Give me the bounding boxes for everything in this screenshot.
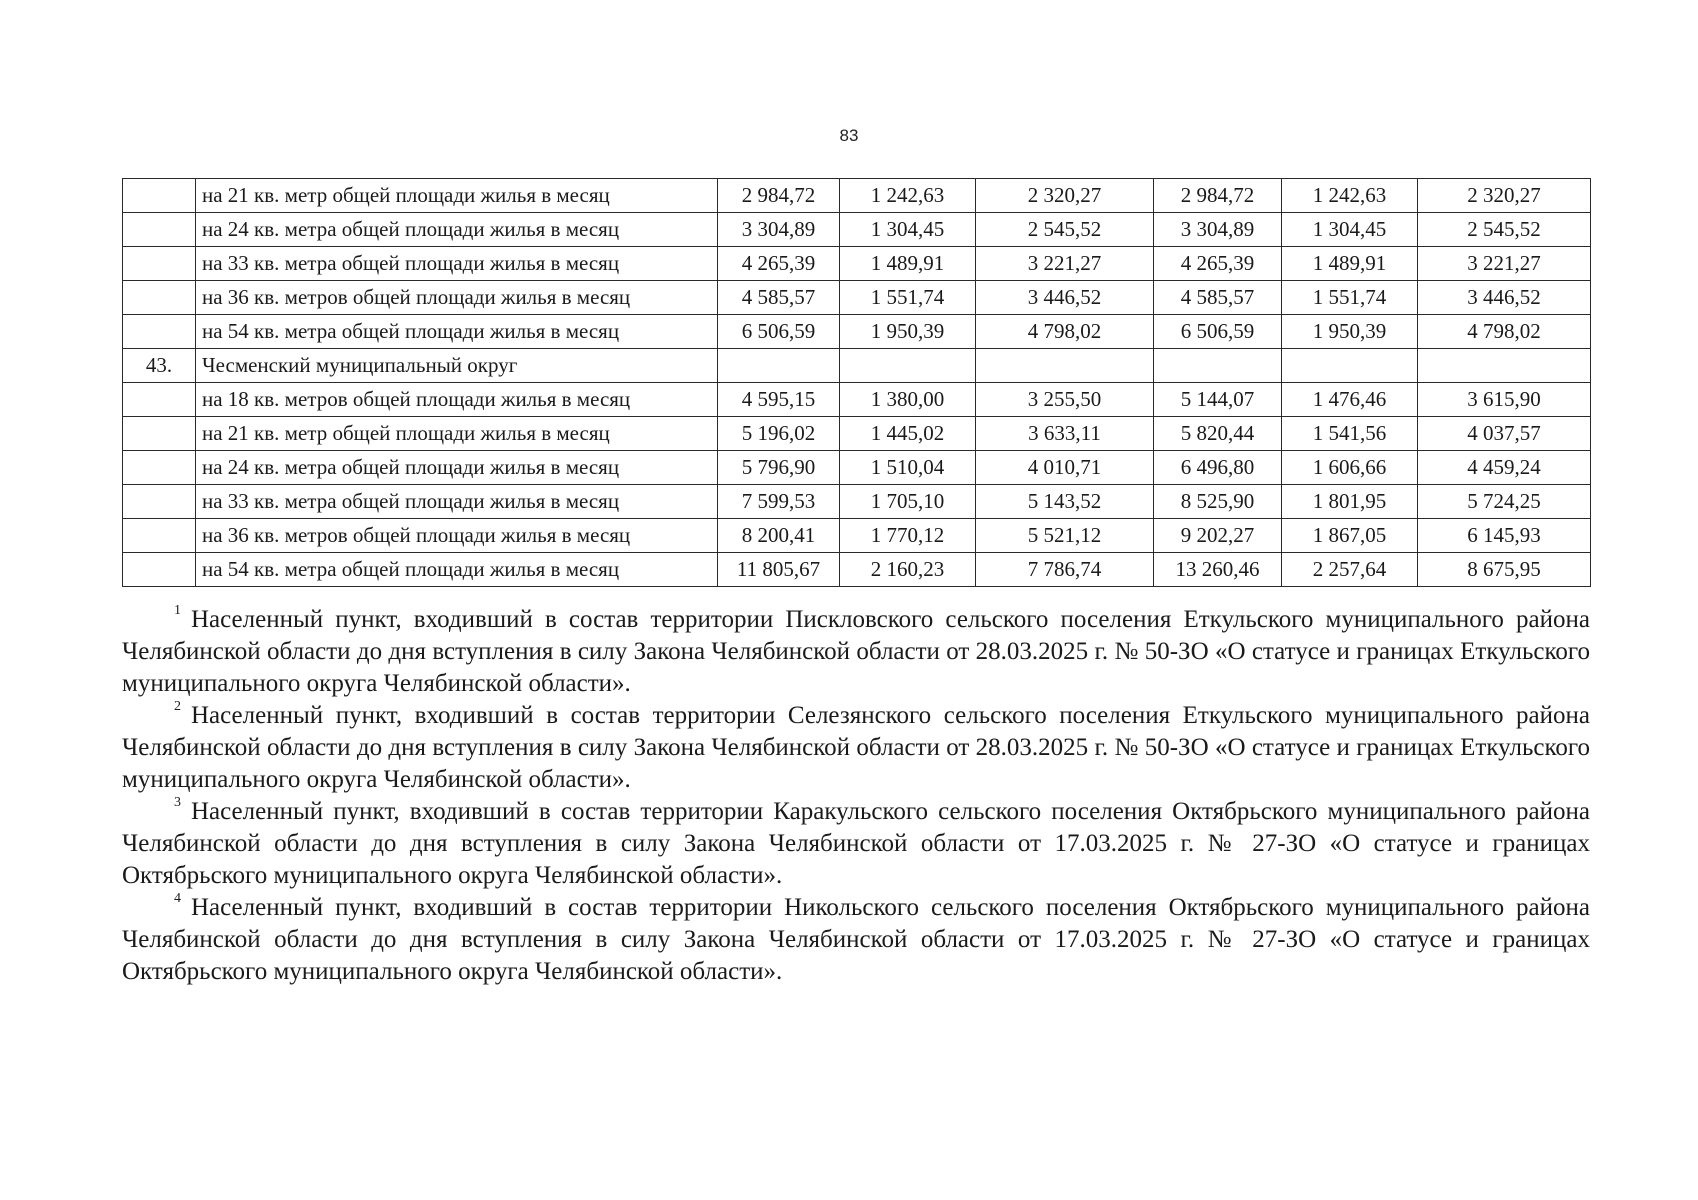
table-row <box>123 247 1591 281</box>
row-number <box>123 281 196 315</box>
row-number <box>123 247 196 281</box>
table-body <box>123 179 1591 587</box>
value-cell: 5 724,25 <box>1418 485 1591 519</box>
table-row <box>123 553 1591 587</box>
row-label: на 24 кв. метра общей площади жилья в месяц <box>196 451 718 485</box>
value-cell: 8 525,90 <box>1154 485 1282 519</box>
value-cell: 4 798,02 <box>1418 315 1591 349</box>
value-cell: 1 489,91 <box>840 247 976 281</box>
value-cell: 4 265,39 <box>1154 247 1282 281</box>
row-label: на 54 кв. метра общей площади жилья в месяц <box>196 553 718 587</box>
value-cell: 1 705,10 <box>840 485 976 519</box>
value-cell: 1 304,45 <box>1282 213 1418 247</box>
row-number <box>123 417 196 451</box>
value-cell: 3 446,52 <box>976 281 1154 315</box>
footnote-text: Населенный пункт, входивший в состав территории Пискловского сельского поселения Еткульского муниципального района Челябинской области до дня вступления в силу Закона Челябинской области от 28.03.2025 г. № 50-ЗО «О статусе и границах Еткульского муниципального округа Челябинской области». <box>122 606 1590 697</box>
table-row <box>123 179 1591 213</box>
value-cell: 3 304,89 <box>718 213 840 247</box>
value-cell: 3 615,90 <box>1418 383 1591 417</box>
table-row <box>123 519 1591 553</box>
value-cell: 5 196,02 <box>718 417 840 451</box>
row-number <box>123 179 196 213</box>
row-label: на 33 кв. метра общей площади жилья в месяц <box>196 485 718 519</box>
value-cell <box>840 349 976 383</box>
value-cell: 1 770,12 <box>840 519 976 553</box>
value-cell: 11 805,67 <box>718 553 840 587</box>
value-cell: 2 320,27 <box>976 179 1154 213</box>
value-cell: 2 257,64 <box>1282 553 1418 587</box>
row-number: 43. <box>123 349 196 383</box>
value-cell: 3 446,52 <box>1418 281 1591 315</box>
value-cell: 1 380,00 <box>840 383 976 417</box>
footnote <box>122 892 1590 988</box>
value-cell: 1 551,74 <box>840 281 976 315</box>
value-cell: 9 202,27 <box>1154 519 1282 553</box>
value-cell: 4 265,39 <box>718 247 840 281</box>
table-row <box>123 451 1591 485</box>
row-label: на 54 кв. метра общей площади жилья в месяц <box>196 315 718 349</box>
value-cell: 4 585,57 <box>718 281 840 315</box>
row-label: на 36 кв. метров общей площади жилья в месяц <box>196 281 718 315</box>
row-label: на 33 кв. метра общей площади жилья в месяц <box>196 247 718 281</box>
value-cell: 4 010,71 <box>976 451 1154 485</box>
value-cell: 1 476,46 <box>1282 383 1418 417</box>
footnote <box>122 604 1590 700</box>
row-number <box>123 553 196 587</box>
footnote-text: Населенный пункт, входивший в состав территории Селезянского сельского поселения Еткульского муниципального района Челябинской области до дня вступления в силу Закона Челябинской области от 28.03.2025 г. № 50-ЗО «О статусе и границах Еткульского муниципального округа Челябинской области». <box>122 702 1590 793</box>
value-cell: 1 445,02 <box>840 417 976 451</box>
value-cell: 1 489,91 <box>1282 247 1418 281</box>
row-label: на 21 кв. метр общей площади жилья в месяц <box>196 417 718 451</box>
row-number <box>123 213 196 247</box>
value-cell: 1 551,74 <box>1282 281 1418 315</box>
row-label: на 36 кв. метров общей площади жилья в месяц <box>196 519 718 553</box>
value-cell: 1 510,04 <box>840 451 976 485</box>
row-number <box>123 485 196 519</box>
value-cell: 2 545,52 <box>1418 213 1591 247</box>
value-cell: 1 867,05 <box>1282 519 1418 553</box>
value-cell: 3 221,27 <box>1418 247 1591 281</box>
value-cell: 5 144,07 <box>1154 383 1282 417</box>
value-cell: 1 950,39 <box>840 315 976 349</box>
table-row <box>123 315 1591 349</box>
value-cell: 2 545,52 <box>976 213 1154 247</box>
value-cell: 8 675,95 <box>1418 553 1591 587</box>
value-cell: 4 798,02 <box>976 315 1154 349</box>
table-row <box>123 417 1591 451</box>
page-number: 83 <box>839 126 859 145</box>
value-cell <box>976 349 1154 383</box>
row-number <box>123 383 196 417</box>
footnote-mark: 2 <box>174 698 181 714</box>
value-cell <box>1154 349 1282 383</box>
value-cell: 2 160,23 <box>840 553 976 587</box>
value-cell: 5 796,90 <box>718 451 840 485</box>
row-number <box>123 315 196 349</box>
row-number <box>123 519 196 553</box>
table-row <box>123 485 1591 519</box>
value-cell <box>718 349 840 383</box>
value-cell: 3 304,89 <box>1154 213 1282 247</box>
row-label: на 24 кв. метра общей площади жилья в месяц <box>196 213 718 247</box>
value-cell: 13 260,46 <box>1154 553 1282 587</box>
value-cell: 1 242,63 <box>1282 179 1418 213</box>
value-cell <box>1282 349 1418 383</box>
table-row <box>123 281 1591 315</box>
tariff-table <box>122 178 1591 587</box>
value-cell: 8 200,41 <box>718 519 840 553</box>
row-label: Чесменский муниципальный округ <box>196 349 718 383</box>
value-cell <box>1418 349 1591 383</box>
value-cell: 6 496,80 <box>1154 451 1282 485</box>
value-cell: 7 786,74 <box>976 553 1154 587</box>
value-cell: 1 242,63 <box>840 179 976 213</box>
value-cell: 7 599,53 <box>718 485 840 519</box>
value-cell: 1 950,39 <box>1282 315 1418 349</box>
value-cell: 5 820,44 <box>1154 417 1282 451</box>
table-row <box>123 213 1591 247</box>
footnote <box>122 796 1590 892</box>
value-cell: 3 221,27 <box>976 247 1154 281</box>
value-cell: 6 145,93 <box>1418 519 1591 553</box>
value-cell: 5 143,52 <box>976 485 1154 519</box>
footnote-text: Населенный пункт, входивший в состав территории Каракульского сельского поселения Октябрьского муниципального района Челябинской области до дня вступления в силу Закона Челябинской области от 17.03.2025 г. № 27-ЗО «О статусе и границах Октябрьского муниципального округа Челябинской области». <box>122 798 1590 889</box>
value-cell: 1 801,95 <box>1282 485 1418 519</box>
value-cell: 2 320,27 <box>1418 179 1591 213</box>
row-label: на 18 кв. метров общей площади жилья в месяц <box>196 383 718 417</box>
value-cell: 1 541,56 <box>1282 417 1418 451</box>
footnote-mark: 4 <box>174 890 181 906</box>
footnote-mark: 3 <box>174 794 181 810</box>
table-row <box>123 349 1591 383</box>
table-row <box>123 383 1591 417</box>
footnote-text: Населенный пункт, входивший в состав территории Никольского сельского поселения Октябрьского муниципального района Челябинской области до дня вступления в силу Закона Челябинской области от 17.03.2025 г. № 27-ЗО «О статусе и границах Октябрьского муниципального округа Челябинской области». <box>122 894 1590 985</box>
value-cell: 4 585,57 <box>1154 281 1282 315</box>
value-cell: 4 595,15 <box>718 383 840 417</box>
row-number <box>123 451 196 485</box>
value-cell: 3 255,50 <box>976 383 1154 417</box>
value-cell: 6 506,59 <box>1154 315 1282 349</box>
value-cell: 1 606,66 <box>1282 451 1418 485</box>
value-cell: 5 521,12 <box>976 519 1154 553</box>
footnotes <box>122 604 1590 988</box>
value-cell: 6 506,59 <box>718 315 840 349</box>
row-label: на 21 кв. метр общей площади жилья в месяц <box>196 179 718 213</box>
value-cell: 4 037,57 <box>1418 417 1591 451</box>
value-cell: 4 459,24 <box>1418 451 1591 485</box>
value-cell: 2 984,72 <box>718 179 840 213</box>
footnote <box>122 700 1590 796</box>
value-cell: 2 984,72 <box>1154 179 1282 213</box>
value-cell: 1 304,45 <box>840 213 976 247</box>
value-cell: 3 633,11 <box>976 417 1154 451</box>
footnote-mark: 1 <box>174 602 181 618</box>
